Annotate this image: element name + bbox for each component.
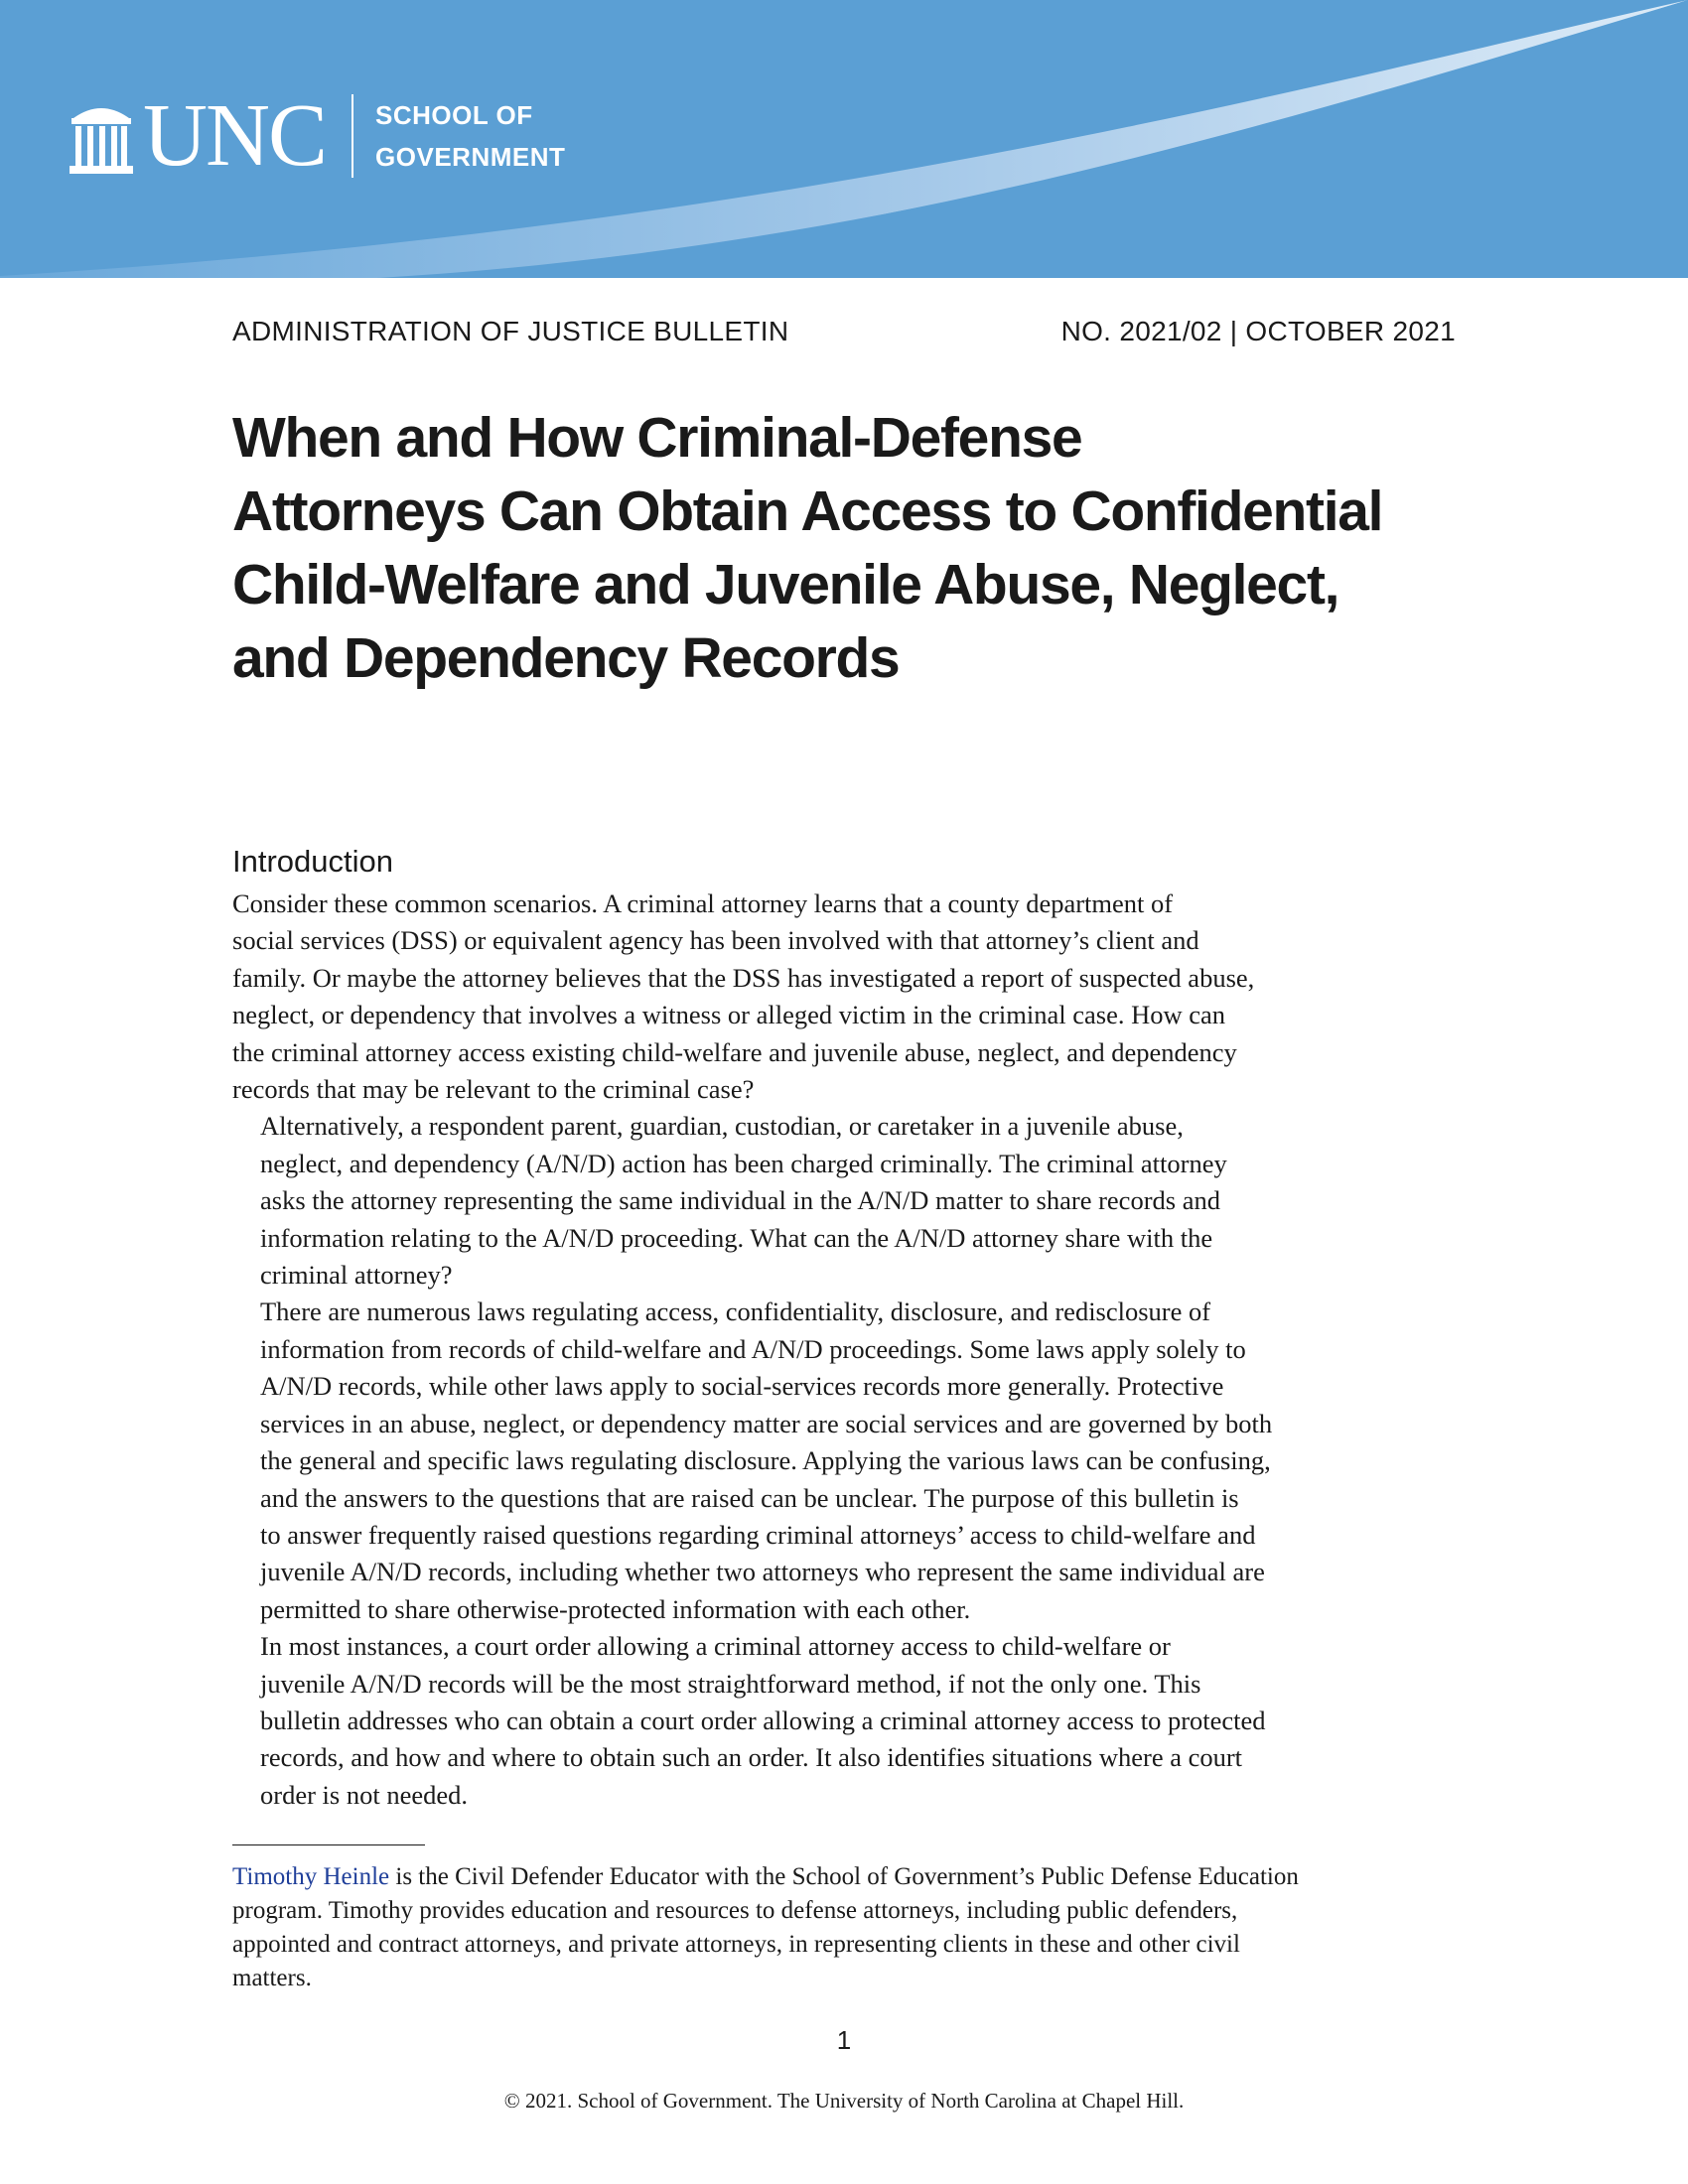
paragraph: [232, 886, 1464, 1108]
school-line-1: SCHOOL OF: [375, 100, 533, 130]
text-line: services in an abuse, neglect, or dependency matter are social services and are governed by both: [260, 1408, 1273, 1438]
title-line: Attorneys Can Obtain Access to Confidential: [232, 479, 1383, 543]
text-line: family. Or maybe the attorney believes that the DSS has investigated a report of suspected abuse,: [232, 962, 1255, 993]
introduction-body: [232, 886, 1464, 1814]
footnote-divider: [232, 1844, 425, 1845]
title-line: When and How Criminal-Defense: [232, 406, 1082, 470]
text-line: bulletin addresses who can obtain a court order allowing a criminal attorney access to protected: [260, 1705, 1266, 1735]
text-line: information relating to the A/N/D proceeding. What can the A/N/D attorney share with the: [260, 1222, 1213, 1253]
school-of-government-name: [375, 94, 565, 178]
text-line: juvenile A/N/D records, including whether two attorneys who represent the same individual are: [260, 1557, 1265, 1587]
text-line: criminal attorney?: [260, 1260, 453, 1291]
author-bio-text: is the Civil Defender Educator with the School of Government’s Public Defense Education: [389, 1863, 1299, 1890]
author-name-link[interactable]: Timothy Heinle: [232, 1863, 390, 1890]
text-line: There are numerous laws regulating access, confidentiality, disclosure, and redisclosure of: [260, 1297, 1211, 1327]
text-line: matters.: [232, 1965, 312, 1991]
text-line: A/N/D records, while other laws apply to social-services records more generally. Protective: [260, 1371, 1224, 1402]
logo-divider: [352, 94, 353, 178]
title-line: Child-Welfare and Juvenile Abuse, Neglect,: [232, 553, 1339, 616]
text-line: permitted to share otherwise-protected information with each other.: [260, 1593, 971, 1624]
text-line: asks the attorney representing the same individual in the A/N/D matter to share records and: [260, 1185, 1220, 1216]
text-line: records, and how and where to obtain such an order. It also identifies situations where a court: [260, 1742, 1243, 1773]
text-line: records that may be relevant to the criminal case?: [232, 1074, 755, 1105]
paragraph: [232, 1628, 1464, 1814]
text-line: [232, 1860, 1483, 1894]
text-line: information from records of child-welfare and A/N/D proceedings. Some laws apply solely to: [260, 1333, 1246, 1364]
document-title: [232, 401, 1483, 695]
school-line-2: GOVERNMENT: [375, 142, 566, 172]
paragraph: [232, 1294, 1464, 1628]
text-line: Consider these common scenarios. A criminal attorney learns that a county department of: [232, 888, 1174, 918]
unc-wordmark: UNC: [143, 86, 327, 185]
text-line: social services (DSS) or equivalent agency has been involved with that attorney’s client and: [232, 925, 1199, 956]
old-well-icon: [70, 96, 133, 176]
unc-sog-logo[interactable]: [70, 86, 566, 185]
text-line: In most instances, a court order allowing a criminal attorney access to child-welfare or: [260, 1631, 1171, 1662]
bulletin-series: ADMINISTRATION OF JUSTICE BULLETIN: [232, 316, 789, 346]
text-line: order is not needed.: [260, 1779, 468, 1810]
text-line: and the answers to the questions that are raised can be unclear. The purpose of this bulletin is: [260, 1482, 1239, 1513]
text-line: juvenile A/N/D records will be the most straightforward method, if not the only one. This: [260, 1668, 1201, 1699]
text-line: the criminal attorney access existing child-welfare and juvenile abuse, neglect, and dependency: [232, 1036, 1237, 1067]
text-line: Alternatively, a respondent parent, guardian, custodian, or caretaker in a juvenile abuse,: [260, 1111, 1184, 1142]
paragraph: [232, 1108, 1464, 1294]
page-number: 1: [836, 2025, 852, 2055]
text-line: to answer frequently raised questions regarding criminal attorneys’ access to child-welfare and: [260, 1519, 1256, 1550]
text-line: neglect, and dependency (A/N/D) action has been charged criminally. The criminal attorney: [260, 1148, 1227, 1178]
title-line: and Dependency Records: [232, 626, 900, 690]
bulletin-issue: NO. 2021/02 | OCTOBER 2021: [1060, 316, 1456, 346]
text-line: the general and specific laws regulating disclosure. Applying the various laws can be confusing,: [260, 1445, 1271, 1476]
text-line: appointed and contract attorneys, and private attorneys, in representing clients in these and other civil: [232, 1931, 1240, 1958]
header-banner: [0, 0, 1688, 278]
copyright-notice: © 2021. School of Government. The University of North Carolina at Chapel Hill.: [503, 2089, 1185, 2113]
section-heading-introduction: Introduction: [232, 844, 393, 879]
author-footnote: [232, 1860, 1483, 1995]
text-line: neglect, or dependency that involves a witness or alleged victim in the criminal case. How can: [232, 1000, 1226, 1030]
text-line: program. Timothy provides education and resources to defense attorneys, including public defenders,: [232, 1897, 1238, 1924]
